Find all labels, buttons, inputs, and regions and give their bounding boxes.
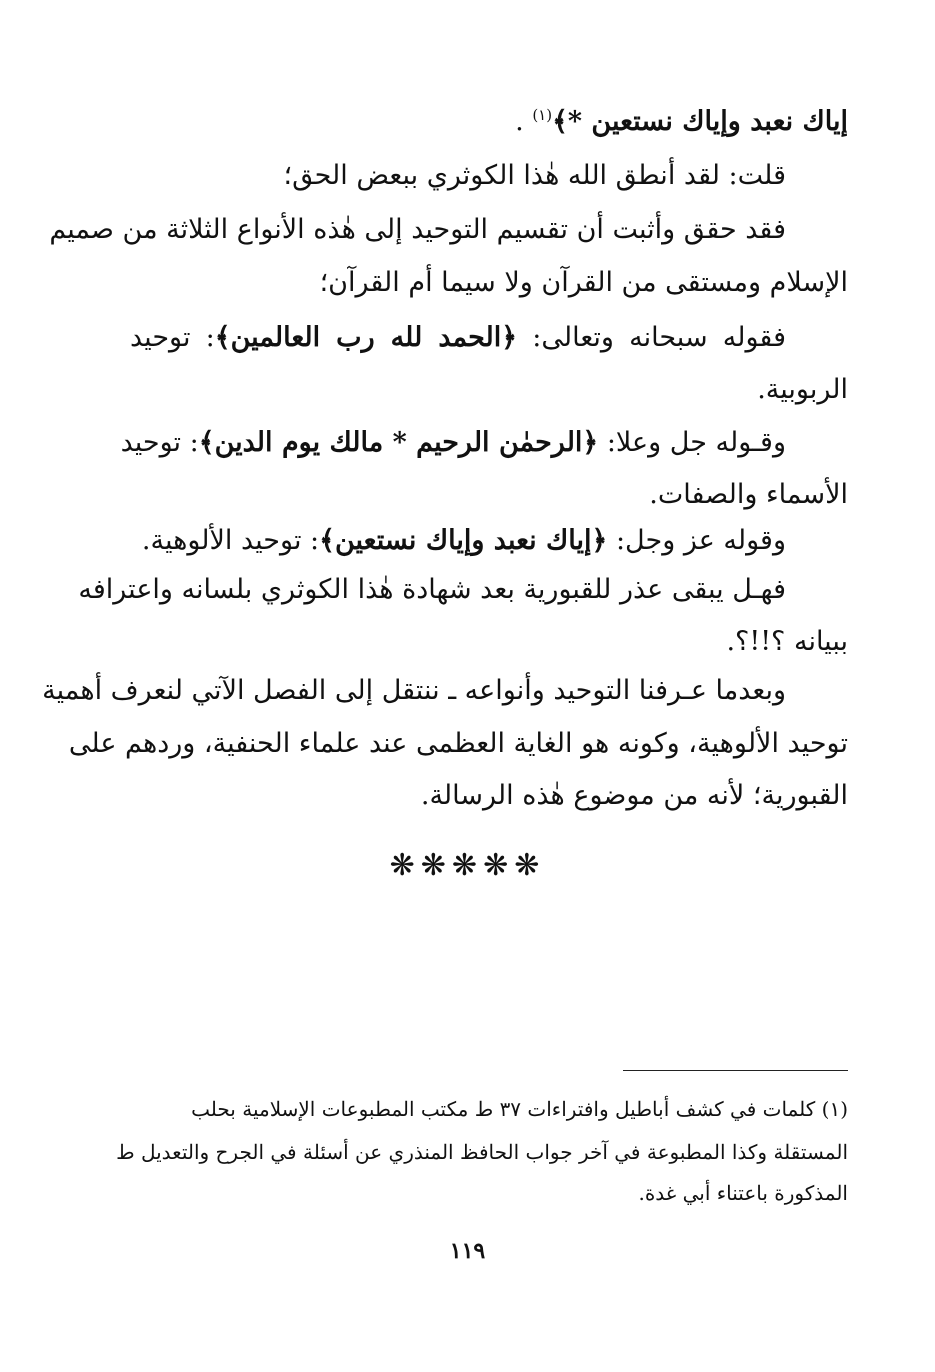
footnote-divider	[623, 1070, 848, 1071]
text-span: وقـوله جل وعلا:	[598, 427, 786, 458]
footnote-line-1: (١) كلمات في كشف أباطيل وافتراءات ٣٧ ط مكتب المطبوعات الإسلامية بحلب	[191, 1097, 848, 1121]
page-number: ١١٩	[449, 1238, 486, 1264]
text-span: : توحيد الألوهية.	[141, 525, 320, 556]
text-span: : توحيد	[120, 427, 199, 458]
text-line-14: القبورية؛ لأنه من موضوع هٰذه الرسالة.	[420, 780, 848, 811]
text-line-4: الإسلام ومستقى من القرآن ولا سيما أم القرآن؛	[319, 267, 848, 298]
text-line-10: فهـل يبقى عذر للقبورية بعد شهادة هٰذا الكوثري بلسانه واعترافه	[78, 574, 786, 605]
quran-verse: ﴿الحمد لله رب العالمين﴾	[214, 322, 518, 353]
text-line-12: وبعدما عـرفنا التوحيد وأنواعه ـ ننتقل إلى الفصل الآتي لنعرف أهمية	[42, 675, 786, 706]
text-line-9	[130, 521, 848, 565]
section-separator: ❋❋❋❋❋	[389, 848, 546, 883]
text-line-6: الربوبية.	[757, 374, 848, 405]
quran-verse: ﴿الرحمٰن الرحيم * مالك يوم الدين﴾	[198, 427, 599, 458]
quran-verse: إياك نعبد وإياك نستعين *﴾	[552, 106, 848, 137]
text-span: وقوله عز وجل:	[607, 525, 786, 556]
text-line-2: قلت: لقد أنطق الله هٰذا الكوثري ببعض الحق؛	[283, 160, 786, 191]
text-line-7	[120, 423, 848, 467]
footnote-line-3: المذكورة باعتناء أبي غدة.	[638, 1181, 848, 1205]
quran-verse: ﴿إياك نعبد وإياك نستعين﴾	[319, 525, 608, 556]
text-line-11: ببيانه ؟!!؟.	[726, 626, 848, 657]
footnote-line-2: المستقلة وكذا المطبوعة في آخر جواب الحافظ المنذري عن أسئلة في الجرح والتعديل ط	[116, 1140, 848, 1164]
text-line-1	[130, 102, 848, 146]
text-line-3: فقد حقق وأثبت أن تقسيم التوحيد إلى هٰذه الأنواع الثلاثة من صميم	[49, 214, 786, 245]
text-line-5	[130, 318, 848, 362]
text-span: فقوله سبحانه وتعالى:	[517, 322, 787, 353]
text-span: .	[515, 106, 533, 137]
text-span: : توحيد	[130, 322, 215, 353]
footnote-ref: (١)	[532, 106, 553, 124]
text-line-8: الأسماء والصفات.	[649, 479, 848, 510]
text-line-13: توحيد الألوهية، وكونه هو الغاية العظمى عند علماء الحنفية، وردهم على	[68, 728, 848, 759]
